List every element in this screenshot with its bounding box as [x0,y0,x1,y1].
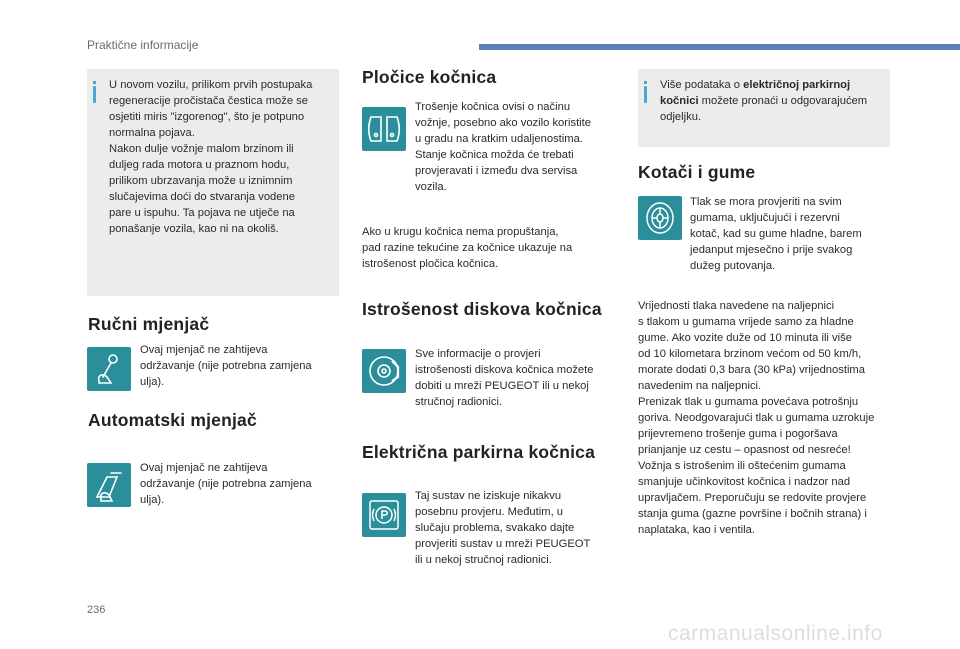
manual-gearbox-icon [87,347,131,391]
tyres-body: od 10 kilometara brzinom većom od 50 km/h, [638,348,862,360]
automatic-gearbox-text: ulja). [140,494,165,506]
tyres-body: Vožnja s istrošenim ili oštećenim gumama [638,460,846,472]
tyres-body: Prenizak tlak u gumama povećava potrošnju [638,396,859,408]
tyres-body: Vrijednosti tlaka navedene na naljepnici [638,300,835,312]
tyres-body: naplataka, kao i ventila. [638,524,755,536]
info-icon [93,86,96,103]
tyres-body: s tlakom u gumama vrijede samo za hladne [638,316,854,328]
parking-brake-text: Taj sustav ne iziskuje nikakvu [415,490,562,502]
section-heading-electric-parking-brake: Električna parkirna kočnica [362,442,596,462]
brake-fluid-text: Ako u krugu kočnica nema propuštanja, [362,226,559,238]
note-line: U novom vozilu, prilikom prvih postupaka [109,79,313,91]
tyres-body: goriva. Neodgovarajući tlak u gumama uzrokuje [638,412,875,424]
brake-pads-text: vozila. [415,181,447,193]
tyres-body: gume. Ako vozite duže od 10 minuta ili više [638,332,852,344]
brake-pads-icon [362,107,406,151]
note-line: prilikom ubrzavanja može u iznimnim [109,175,293,187]
info-icon [644,86,647,103]
manual-gearbox-text: održavanje (nije potrebna zamjena [140,360,312,372]
note-line: slučajevima doći do stvaranja vodene [109,191,295,203]
tyres-text: gumama, uključujući i rezervni [690,212,840,224]
parking-brake-text: provjeriti sustav u mreži PEUGEOT [415,538,591,550]
tyre-icon [638,196,682,240]
section-heading-automatic-gearbox: Automatski mjenjač [88,410,257,430]
tyres-text: Tlak se mora provjeriti na svim [690,196,842,208]
note-line: odjeljku. [660,111,702,123]
automatic-gearbox-icon [87,463,131,507]
brake-discs-text: istrošenosti diskova kočnica možete [415,364,594,376]
note-line: pare u ispuhu. Ta pojava ne utječe na [109,207,295,219]
note-line: duljeg rada motora u praznom hodu, [109,159,290,171]
brake-pads-text: Trošenje kočnica ovisi o načinu [415,101,571,113]
brake-pads-text: Stanje kočnica možda će trebati [415,149,574,161]
parking-brake-text: ili u nekoj stručnoj radionici. [415,554,552,566]
running-header: Praktične informacije [87,38,199,52]
header-accent-bar [479,44,960,50]
parking-brake-icon [362,493,406,537]
tyres-text: dužeg putovanja. [690,260,776,272]
brake-pads-text: provjeravati i između dva servisa [415,165,578,177]
tyres-body: prijevremeno trošenje guma i pogoršava [638,428,838,440]
section-heading-brake-discs: Istrošenost diskova kočnica [362,299,602,319]
section-heading-manual-gearbox: Ručni mjenjač [88,314,210,334]
manual-gearbox-text: Ovaj mjenjač ne zahtijeva [140,344,268,356]
tyres-body: upravljačem. Preporučuju se redovite provjere [638,492,867,504]
brake-disc-icon [362,349,406,393]
brake-fluid-text: pad razine tekućine za kočnice ukazuje na [362,242,573,254]
section-heading-wheels-tyres: Kotači i gume [638,162,756,182]
brake-discs-text: stručnoj radionici. [415,396,503,408]
parking-brake-text: posebnu provjeru. Međutim, u [415,506,564,518]
page-number: 236 [87,604,106,616]
note-line: osjetiti miris "izgorenog", što je potpuno [109,111,305,123]
note-line: regeneracije pročistača čestica može se [109,95,308,107]
tyres-body: morate dodati 0,3 bara (30 kPa) vrijednostima [638,364,865,376]
manual-gearbox-text: ulja). [140,376,165,388]
tyres-body: stanja guma (gazne površine i bočnih strana) i [638,508,867,520]
brake-discs-text: dobiti u mreži PEUGEOT ili u nekoj [415,380,589,392]
watermark: carmanualsonline.info [668,622,883,645]
tyres-text: jedanput mjesečno i prije svakog [690,244,853,256]
tyres-body: prianjanje uz cestu – opasnost od nesreće! [638,444,851,456]
brake-pads-text: u gradu na kratkim udaljenostima. [415,133,583,145]
note-line: Više podataka o električnoj parkirnoj [660,79,851,91]
tyres-body: smanjuje učinkovitost kočnica i nadzor nad [638,476,851,488]
tyres-body: navedenim na naljepnici. [638,380,762,392]
note-line: kočnici možete pronaći u odgovarajućem [660,95,868,107]
automatic-gearbox-text: održavanje (nije potrebna zamjena [140,478,312,490]
section-heading-brake-pads: Pločice kočnica [362,67,497,87]
brake-discs-text: Sve informacije o provjeri [415,348,541,360]
tyres-text: kotač, kad su gume hladne, barem [690,228,862,240]
automatic-gearbox-text: Ovaj mjenjač ne zahtijeva [140,462,268,474]
note-line: Nakon dulje vožnje malom brzinom ili [109,143,294,155]
parking-brake-text: slučaju problema, svakako dajte [415,522,575,534]
brake-pads-text: vožnje, posebno ako vozilo koristite [415,117,591,129]
brake-fluid-text: istrošenost pločica kočnica. [362,258,499,270]
note-line: ponašanje vozila, kao ni na okoliš. [109,223,279,235]
note-line: normalna pojava. [109,127,195,139]
